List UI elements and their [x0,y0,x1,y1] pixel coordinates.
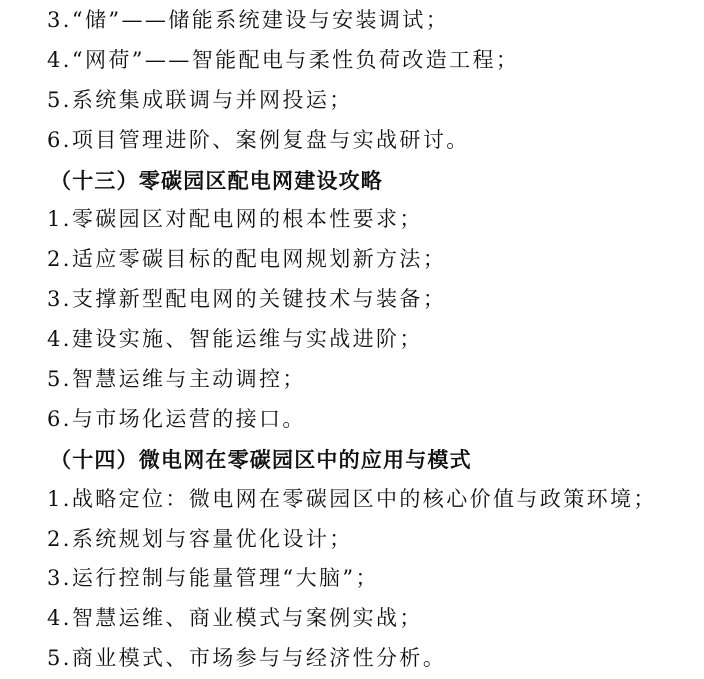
list-item-construction-operation: 4.建设实施、智能运维与实战进阶； [47,327,423,352]
list-item-planning-methods: 2.适应零碳目标的配电网规划新方法； [47,247,447,272]
section-heading-13: （十三）零碳园区配电网建设攻略 [50,167,383,193]
list-item-project-management: 6.项目管理进阶、案例复盘与实战研讨。 [47,127,470,152]
list-item-system-integration: 5.系统集成联调与并网投运； [47,87,353,112]
list-item-economic-analysis: 5.商业模式、市场参与与经济性分析。 [47,646,447,671]
list-item-key-technologies: 3.支撑新型配电网的关键技术与装备； [47,287,447,312]
list-item-smart-operation: 5.智慧运维与主动调控； [47,367,306,392]
list-item-energy-management: 3.运行控制与能量管理“大脑”； [47,566,379,591]
list-item-business-cases: 4.智慧运维、商业模式与案例实战； [47,606,423,631]
list-item-capacity-design: 2.系统规划与容量优化设计； [47,526,353,551]
list-item-grid-load-retrofit: 4.“网荷”——智能配电与柔性负荷改造工程； [47,47,520,72]
list-item-storage-installation: 3.“储”——储能系统建设与安装调试； [47,8,450,32]
section-heading-14: （十四）微电网在零碳园区中的应用与模式 [50,446,472,472]
list-item-strategic-positioning: 1.战略定位：微电网在零碳园区中的核心价值与政策环境； [47,486,657,511]
list-item-market-interface: 6.与市场化运营的接口。 [47,406,306,431]
list-item-distribution-requirements: 1.零碳园区对配电网的根本性要求； [47,207,423,232]
